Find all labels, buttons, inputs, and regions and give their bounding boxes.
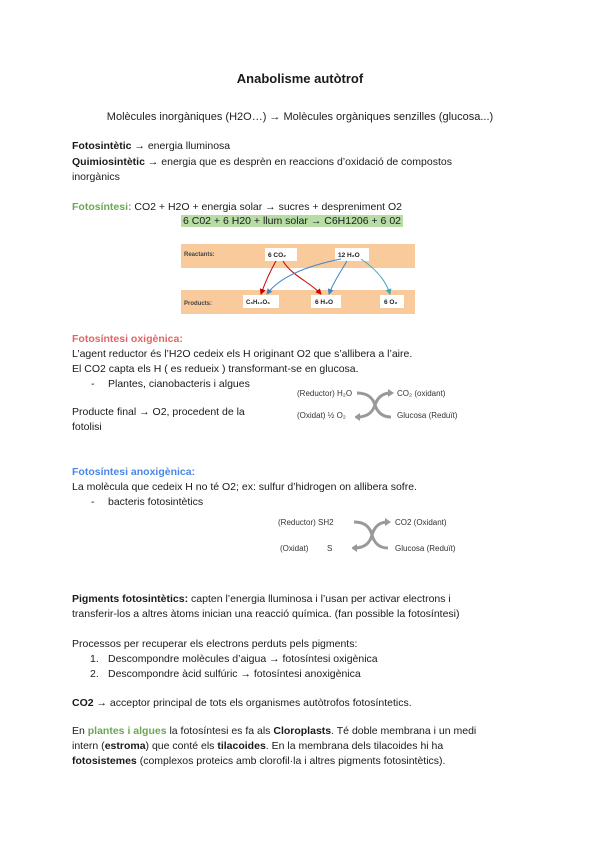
products-band [181, 290, 415, 314]
plantes-tilacoides: tilacoides [217, 740, 266, 752]
oxigenica-product-line2: fotolisi [72, 421, 102, 433]
pigments-text1: capten l’energia lluminosa i l’usan per activar electrons i [188, 593, 451, 605]
pigments-line1 [72, 593, 451, 606]
ox-scheme-bottom-right: Glucosa (Reduït) [397, 411, 458, 420]
page-title: Anabolisme autòtrof [236, 71, 364, 86]
anoxigenica-heading: Fotosíntesi anoxigènica: [72, 466, 196, 478]
oxigenica-line1: L’agent reductor és l’H2O cedeix els H originant O2 que s’allibera a l’aire. [72, 348, 413, 360]
def-quimiosintetic-cont: inorgànics [72, 171, 120, 183]
fotosintesi-highlight [181, 215, 403, 228]
oxigenica-product-line1: Producte final → O2, procedent de la [72, 406, 245, 418]
plantes-line2-pre: intern ( [72, 740, 105, 752]
anoxigenica-bullet: bacteris fotosintètics [108, 496, 204, 508]
plantes-line2 [72, 740, 443, 753]
anox-scheme-top-left: (Reductor) SH2 [278, 518, 334, 527]
anoxigenica-line1: La molècula que cedeix H no té O2; ex: sulfur d’hidrogen on allibera sofre. [72, 481, 417, 493]
reactants-band [181, 244, 415, 268]
product-glucose: C₆H₁₂O₆ [246, 300, 270, 306]
anox-scheme-bottom-mid: S [327, 544, 333, 553]
oxigenica-bullet: Plantes, cianobacteris i algues [108, 378, 250, 390]
ox-scheme-top-right: CO₂ (oxidant) [397, 389, 446, 398]
co2-term: CO2 [72, 697, 94, 709]
subtitle: Molècules inorgàniques (H2O…) → Molècules orgàniques senzilles (glucosa...) [106, 111, 494, 123]
processos-item-1: Descompondre molècules d’aigua → fotosíntesi oxigènica [108, 653, 378, 665]
ox-scheme-bottom-left: (Oxidat) ½ O₂ [297, 411, 346, 420]
plantes-line1 [72, 725, 476, 738]
oxigenica-bullet-dash: - [91, 378, 95, 390]
oxigenica-heading: Fotosíntesi oxigènica: [72, 333, 183, 345]
plantes-mid1: la fotosíntesi es fa als [166, 725, 274, 737]
plantes-estroma: estroma [104, 740, 146, 752]
def-fotosintetic-text: → energia lluminosa [131, 140, 231, 152]
co2-text: → acceptor principal de tots els organismes autòtrofos fotosíntetics. [93, 697, 412, 709]
plantes-line3-post: (complexos proteics amb clorofil·la i altres pigments fotosintètics). [136, 755, 446, 767]
def-fotosintetic-term: Fotosintètic [72, 140, 132, 152]
fotosintesi-equation-text: CO2 + H2O + energia solar → sucres + despreniment O2 [131, 201, 403, 213]
reactant-h2o: 12 H₂O [338, 252, 360, 259]
processos-number-2: 2. [90, 668, 99, 680]
anox-scheme-top-right: CO2 (Oxidant) [395, 518, 447, 527]
highlighted-equation: 6 C02 + 6 H20 + llum solar → C6H1206 + 6 02 [183, 215, 401, 227]
pigments-term: Pigments fotosintètics: [72, 593, 189, 605]
plantes-cloro: Cloroplasts [273, 725, 332, 737]
ox-scheme-arrows [355, 387, 395, 423]
reactants-label: Reactants: [184, 252, 215, 258]
def-quimiosintetic-term: Quimiosintètic [72, 156, 145, 168]
reaction-diagram [181, 243, 415, 314]
plantes-pre: En [72, 725, 88, 737]
plantes-line2-post: . En la membrana dels tilacoides hi ha [265, 740, 444, 752]
processos-intro: Processos per recuperar els electrons perduts pels pigments: [72, 638, 358, 650]
def-quimiosintetic [72, 156, 452, 169]
processos-number-1: 1. [90, 653, 99, 665]
anoxigenica-bullet-dash: - [91, 496, 95, 508]
reaction-diagram-svg [181, 243, 415, 314]
product-o2: 6 O₂ [384, 299, 398, 306]
reactant-co2: 6 CO₂ [268, 252, 287, 259]
anox-scheme-arrows [352, 516, 392, 554]
def-fotosintetic [72, 140, 230, 153]
products-label: Products: [184, 301, 213, 307]
ox-scheme-top-left: (Reductor) H₂O [297, 389, 353, 398]
fotosintesi-equation [72, 201, 402, 214]
plantes-green: plantes i algues [87, 725, 167, 737]
co2-line [72, 697, 412, 710]
def-quimiosintetic-text: → energia que es desprèn en reaccions d’oxidació de compostos [144, 156, 452, 168]
fotosintesi-label: Fotosíntesi: [72, 201, 132, 213]
processos-item-2: Descompondre àcid sulfúric → fotosíntesi anoxigènica [108, 668, 361, 680]
plantes-mid2: . Té doble membrana i un medi [331, 725, 477, 737]
anox-scheme-bottom-right: Glucosa (Reduït) [395, 544, 456, 553]
plantes-fotosistemes: fotosistemes [72, 755, 137, 767]
oxigenica-line2: El CO2 capta els H ( es redueix ) transformant-se en glucosa. [72, 363, 359, 375]
plantes-line3 [72, 755, 445, 768]
plantes-line2-mid: ) que conté els [145, 740, 218, 752]
product-h2o: 6 H₂O [315, 299, 334, 306]
pigments-line2: transferir-los a altres àtoms inician una reacció química. (fan possible la fotosíntesi) [72, 608, 460, 620]
anox-scheme-bottom-left: (Oxidat) [280, 544, 309, 553]
